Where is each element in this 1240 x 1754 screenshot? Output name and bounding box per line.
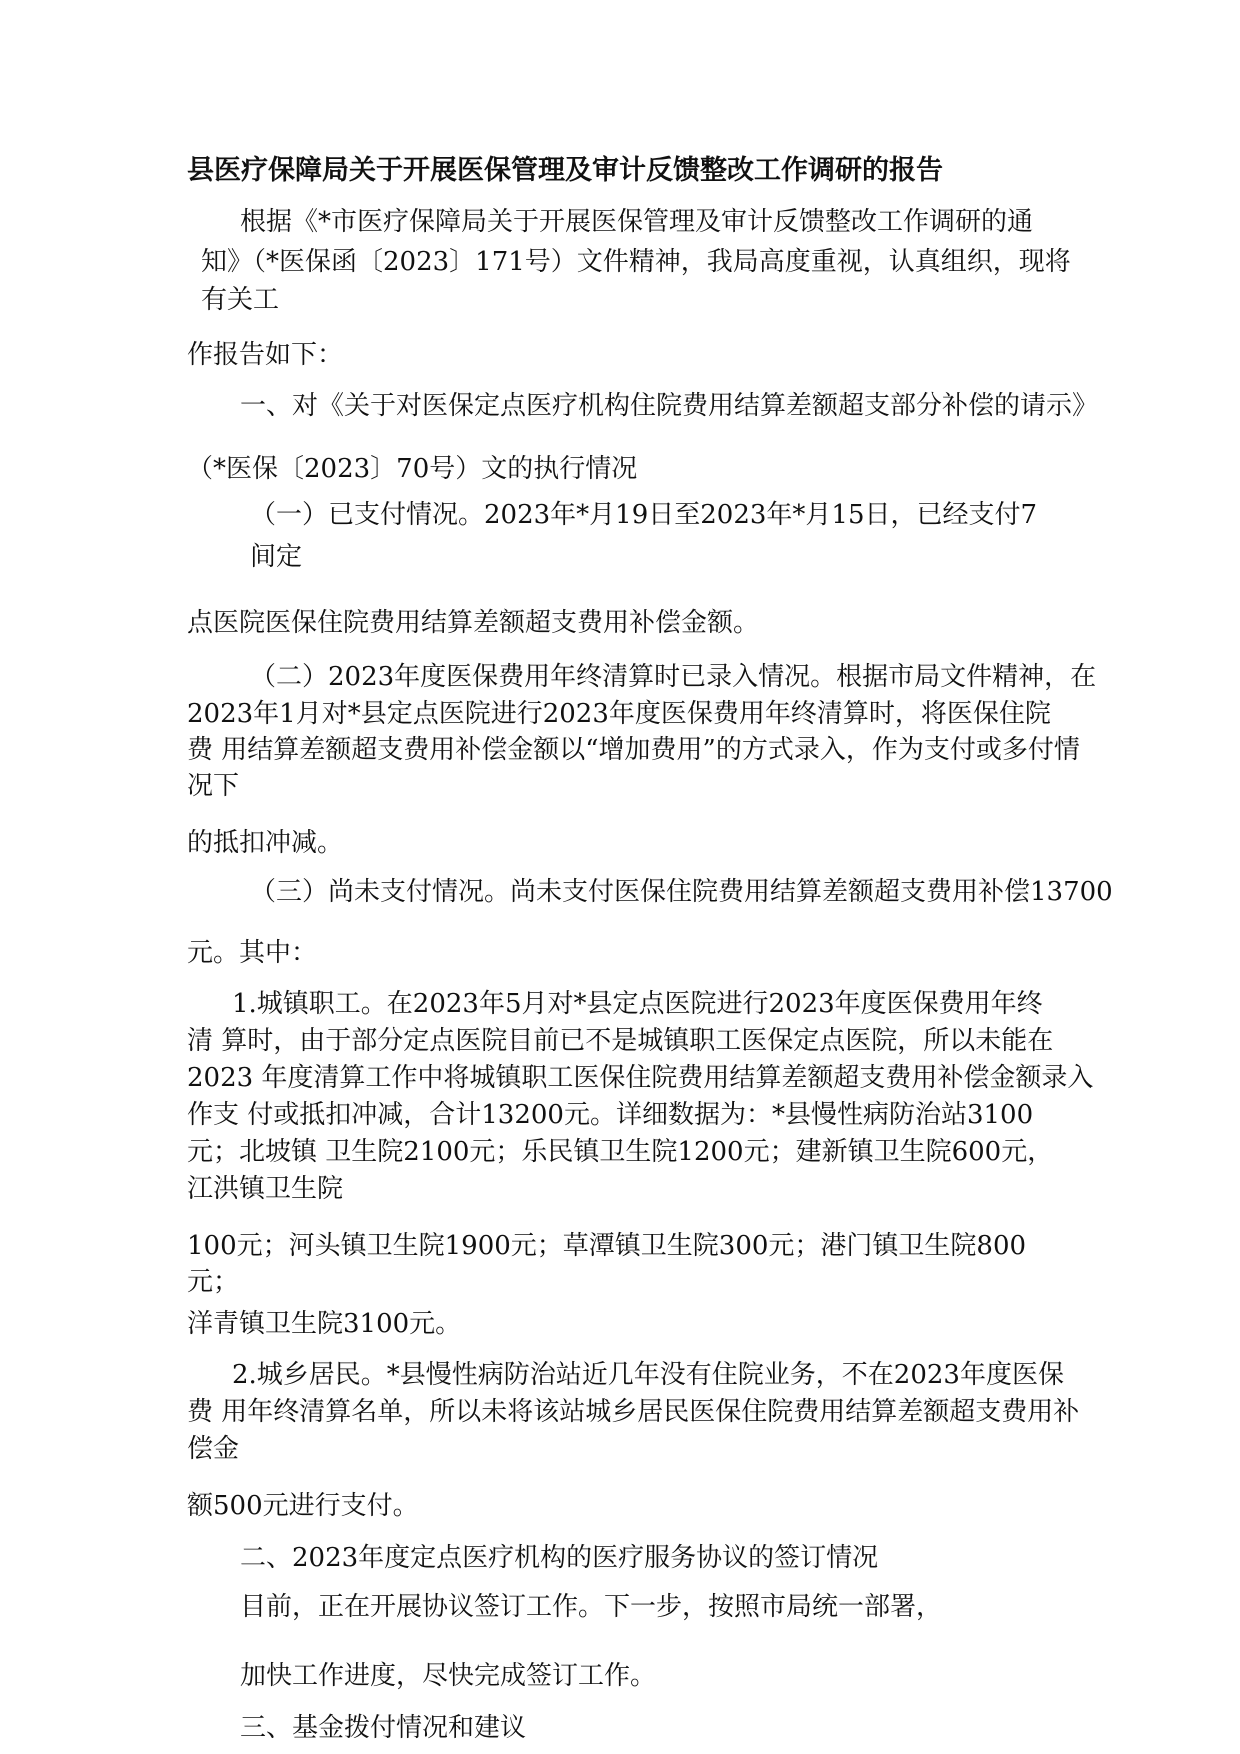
body-line: 加快工作进度，尽快完成签订工作。	[240, 1661, 657, 1691]
body-line: 费 用年终清算名单，所以未将该站城乡居民医保住院费用结算差额超支费用补	[187, 1397, 1080, 1427]
body-line: 2023 年度清算工作中将城镇职工医保住院费用结算差额超支费用补偿金额录入	[187, 1063, 1094, 1093]
body-line: 洋青镇卫生院3100元。	[187, 1309, 462, 1339]
body-line: 1.城镇职工。在2023年5月对*县定点医院进行2023年度医保费用年终	[232, 989, 1043, 1019]
body-line: 间定	[250, 542, 303, 572]
section-heading: 三、基金拨付情况和建议	[240, 1713, 527, 1743]
body-line: 江洪镇卫生院	[187, 1174, 344, 1204]
body-line: 2.城乡居民。*县慢性病防治站近几年没有住院业务，不在2023年度医保	[232, 1360, 1064, 1390]
body-line: 2023年1月对*县定点医院进行2023年度医保费用年终清算时，将医保住院	[187, 699, 1051, 729]
body-line: 元；北坡镇 卫生院2100元；乐民镇卫生院1200元；建新镇卫生院600元，	[187, 1137, 1054, 1167]
body-line: 作报告如下：	[187, 340, 344, 370]
body-line: 知》（*医保函〔2023〕171号）文件精神，我局高度重视，认真组织，现将	[201, 247, 1071, 277]
body-line: 根据《*市医疗保障局关于开展医保管理及审计反馈整改工作调研的通	[240, 207, 1034, 237]
body-line: 目前，正在开展协议签订工作。下一步，按照市局统一部署，	[240, 1592, 943, 1622]
body-line: 元；	[187, 1267, 240, 1297]
body-line: 费 用结算差额超支费用补偿金额以“增加费用”的方式录入，作为支付或多付情	[187, 735, 1080, 765]
section-heading: 一、对《关于对医保定点医疗机构住院费用结算差额超支部分补偿的请示》	[240, 391, 1099, 421]
body-line: 100元；河头镇卫生院1900元；草潭镇卫生院300元；港门镇卫生院800	[187, 1231, 1027, 1261]
body-line: 作支 付或抵扣冲减，合计13200元。详细数据为：*县慢性病防治站3100	[187, 1100, 1034, 1130]
body-line: （二）2023年度医保费用年终清算时已录入情况。根据市局文件精神，在	[250, 662, 1097, 692]
section-heading: 二、2023年度定点医疗机构的医疗服务协议的签订情况	[240, 1543, 879, 1573]
body-line: 清 算时，由于部分定点医院目前已不是城镇职工医保定点医院，所以未能在	[187, 1026, 1054, 1056]
body-line: 点医院医保住院费用结算差额超支费用补偿金额。	[187, 608, 760, 638]
body-line: 元。其中：	[187, 938, 318, 968]
body-line: 偿金	[187, 1434, 240, 1464]
body-line: 额500元进行支付。	[187, 1491, 419, 1521]
report-title: 县医疗保障局关于开展医保管理及审计反馈整改工作调研的报告	[187, 155, 943, 186]
body-line: 的抵扣冲减。	[187, 828, 344, 858]
body-line: （三）尚未支付情况。尚未支付医保住院费用结算差额超支费用补偿13700	[250, 877, 1113, 907]
body-line: 有关工	[201, 285, 280, 315]
body-line: （一）已支付情况。2023年*月19日至2023年*月15日，已经支付7	[250, 500, 1038, 530]
body-line: （*医保〔2023〕70号）文的执行情况	[187, 454, 638, 484]
body-line: 况下	[187, 771, 240, 801]
